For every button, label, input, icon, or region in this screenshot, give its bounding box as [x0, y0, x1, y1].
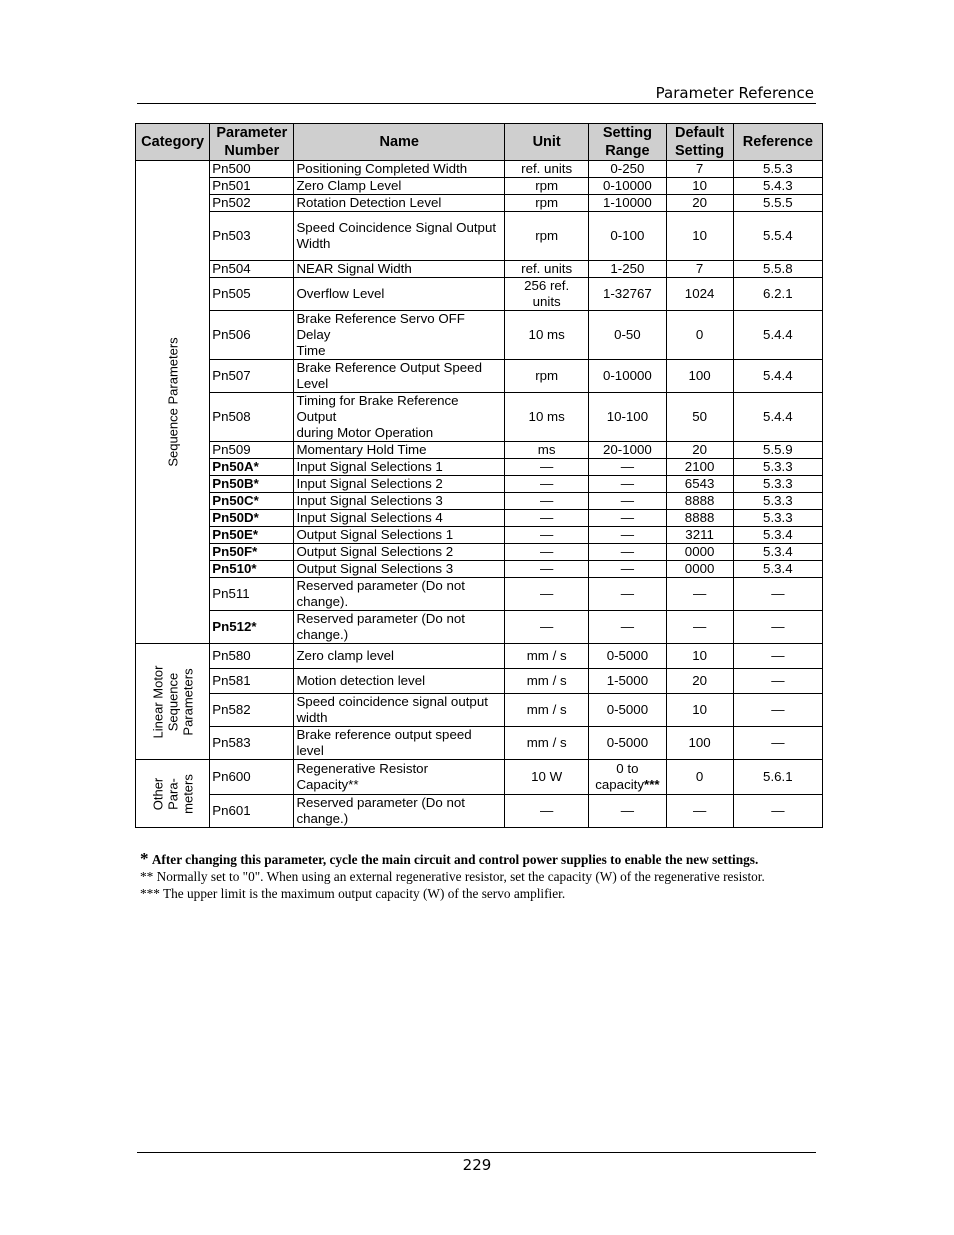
param-range-cell: — [589, 493, 666, 510]
param-range-cell: 0-5000 [589, 644, 666, 669]
footnote-2: ** Normally set to "0". When using an external regenerative resistor, set the capacity (W) of the regenerative resistor. [140, 869, 765, 884]
param-reference-cell: 5.3.4 [733, 527, 822, 544]
param-number-cell: Pn503 [210, 212, 294, 261]
table-row [136, 195, 823, 212]
param-name-cell: Reserved parameter (Do not change.) [294, 611, 505, 644]
param-default-cell: 0000 [666, 561, 733, 578]
param-reference-cell: — [733, 795, 822, 828]
table-row [136, 544, 823, 561]
param-reference-cell: 5.6.1 [733, 760, 822, 795]
param-range-cell: 0-250 [589, 161, 666, 178]
param-unit-cell: ref. units [505, 261, 589, 278]
param-number-cell: Pn50D* [210, 510, 294, 527]
param-name-cell: Brake Reference Output Speed Level [294, 360, 505, 393]
param-number-cell: Pn50B* [210, 476, 294, 493]
param-name-cell: Output Signal Selections 3 [294, 561, 505, 578]
footnote-1-mark: * [140, 849, 149, 868]
param-reference-cell: — [733, 727, 822, 760]
param-name-cell: Reserved parameter (Do not change). [294, 578, 505, 611]
param-name-cell: Brake reference output speed level [294, 727, 505, 760]
table-row [136, 161, 823, 178]
table-row [136, 760, 823, 795]
param-default-cell: 2100 [666, 459, 733, 476]
table-row [136, 360, 823, 393]
param-name-cell: Zero Clamp Level [294, 178, 505, 195]
param-reference-cell: — [733, 611, 822, 644]
param-name-cell: Input Signal Selections 3 [294, 493, 505, 510]
param-range-cell: 1-5000 [589, 669, 666, 694]
param-number-cell: Pn506 [210, 311, 294, 360]
param-reference-cell: 5.3.4 [733, 561, 822, 578]
param-reference-cell: 5.5.8 [733, 261, 822, 278]
table-row [136, 493, 823, 510]
param-range-cell: — [589, 795, 666, 828]
param-default-cell: 10 [666, 644, 733, 669]
param-default-cell: 20 [666, 442, 733, 459]
parameter-table [135, 123, 823, 828]
header-parameter-number: Parameter Number [210, 124, 294, 161]
table-row [136, 178, 823, 195]
header-unit: Unit [505, 124, 589, 161]
param-range-cell: 0-5000 [589, 694, 666, 727]
param-range-cell: 0-100 [589, 212, 666, 261]
param-range-cell: 10-100 [589, 393, 666, 442]
category-sequence-parameters [136, 161, 210, 644]
param-reference-cell: 5.3.3 [733, 510, 822, 527]
param-name-cell: NEAR Signal Width [294, 261, 505, 278]
table-row [136, 578, 823, 611]
category-label-line: Sequence [165, 672, 181, 731]
param-number-cell: Pn508 [210, 393, 294, 442]
param-name-cell: Positioning Completed Width [294, 161, 505, 178]
param-default-cell: 0 [666, 311, 733, 360]
param-unit-cell: — [505, 459, 589, 476]
table-row [136, 311, 823, 360]
param-range-cell: 1-10000 [589, 195, 666, 212]
param-name-cell: Input Signal Selections 1 [294, 459, 505, 476]
param-range-cell: 1-250 [589, 261, 666, 278]
param-range-cell: 20-1000 [589, 442, 666, 459]
param-reference-cell: 5.3.3 [733, 459, 822, 476]
param-range-cell: — [589, 561, 666, 578]
param-unit-cell: — [505, 795, 589, 828]
table-row [136, 795, 823, 828]
page-number: 229 [462, 1156, 492, 1174]
footnote-3: *** The upper limit is the maximum output capacity (W) of the servo amplifier. [140, 886, 566, 901]
table-row [136, 527, 823, 544]
header-rule [137, 103, 816, 104]
table-row [136, 459, 823, 476]
table-row [136, 694, 823, 727]
table-row [136, 669, 823, 694]
param-unit-cell: mm / s [505, 644, 589, 669]
param-default-cell: 7 [666, 161, 733, 178]
category-label-line: Parameters [180, 667, 196, 736]
param-number-cell: Pn580 [210, 644, 294, 669]
param-unit-cell: ref. units [505, 161, 589, 178]
param-range-cell: 0-10000 [589, 360, 666, 393]
param-name-cell: Speed coincidence signal output width [294, 694, 505, 727]
param-number-cell: Pn501 [210, 178, 294, 195]
param-default-cell: 6543 [666, 476, 733, 493]
param-number-cell: Pn581 [210, 669, 294, 694]
param-number-cell: Pn50E* [210, 527, 294, 544]
param-default-cell: 10 [666, 694, 733, 727]
param-default-cell: 20 [666, 669, 733, 694]
header-category: Category [136, 124, 210, 161]
footnotes [140, 850, 840, 902]
param-name-cell: Reserved parameter (Do not change.) [294, 795, 505, 828]
param-unit-cell: 10 W [505, 760, 589, 795]
table-row [136, 644, 823, 669]
param-reference-cell: — [733, 694, 822, 727]
param-reference-cell: 5.4.3 [733, 178, 822, 195]
param-default-cell: 0 [666, 760, 733, 795]
header-default-setting: Default Setting [666, 124, 733, 161]
param-name-cell: Overflow Level [294, 278, 505, 311]
param-reference-cell: 5.3.3 [733, 493, 822, 510]
param-unit-cell: — [505, 527, 589, 544]
param-range-cell: 1-32767 [589, 278, 666, 311]
param-range-cell: 0-50 [589, 311, 666, 360]
param-default-cell: 3211 [666, 527, 733, 544]
footer-rule [137, 1152, 816, 1153]
param-number-cell: Pn509 [210, 442, 294, 459]
param-number-cell: Pn505 [210, 278, 294, 311]
param-range-cell: — [589, 476, 666, 493]
param-unit-cell: ms [505, 442, 589, 459]
param-unit-cell: rpm [505, 212, 589, 261]
param-unit-cell: 256 ref. units [505, 278, 589, 311]
param-default-cell: 1024 [666, 278, 733, 311]
param-number-cell: Pn600 [210, 760, 294, 795]
param-range-cell: — [589, 544, 666, 561]
param-unit-cell: mm / s [505, 727, 589, 760]
param-unit-cell: mm / s [505, 669, 589, 694]
param-reference-cell: 5.4.4 [733, 393, 822, 442]
param-name-cell: Momentary Hold Time [294, 442, 505, 459]
param-number-cell: Pn511 [210, 578, 294, 611]
param-default-cell: — [666, 611, 733, 644]
param-default-cell: 10 [666, 212, 733, 261]
param-reference-cell: 6.2.1 [733, 278, 822, 311]
table-row [136, 261, 823, 278]
param-default-cell: 100 [666, 727, 733, 760]
param-range-cell: 0 to capacity*** [589, 760, 666, 795]
category-other-parameters [136, 760, 210, 828]
param-default-cell: — [666, 578, 733, 611]
param-default-cell: 8888 [666, 493, 733, 510]
category-label-line: Linear Motor [150, 665, 166, 738]
param-unit-cell: 10 ms [505, 311, 589, 360]
param-name-cell: Zero clamp level [294, 644, 505, 669]
param-reference-cell: 5.4.4 [733, 311, 822, 360]
param-unit-cell: rpm [505, 178, 589, 195]
category-linear-motor-sequence-parameters [136, 644, 210, 760]
param-reference-cell: — [733, 669, 822, 694]
param-unit-cell: — [505, 561, 589, 578]
table-row [136, 510, 823, 527]
param-unit-cell: — [505, 578, 589, 611]
category-label-line: Para- [165, 777, 181, 810]
param-number-cell: Pn582 [210, 694, 294, 727]
param-number-cell: Pn50C* [210, 493, 294, 510]
param-name-cell: Input Signal Selections 4 [294, 510, 505, 527]
param-range-cell: — [589, 510, 666, 527]
param-default-cell: 10 [666, 178, 733, 195]
param-name-cell: Regenerative Resistor Capacity** [294, 760, 505, 795]
param-number-cell: Pn601 [210, 795, 294, 828]
param-unit-cell: — [505, 476, 589, 493]
header-name: Name [294, 124, 505, 161]
param-default-cell: 7 [666, 261, 733, 278]
param-range-cell: — [589, 459, 666, 476]
table-row [136, 476, 823, 493]
category-label-line: Other [150, 777, 166, 810]
param-name-cell: Timing for Brake Reference Output during Motor Operation [294, 393, 505, 442]
param-name-cell: Rotation Detection Level [294, 195, 505, 212]
param-default-cell: 50 [666, 393, 733, 442]
param-default-cell: — [666, 795, 733, 828]
table-row [136, 727, 823, 760]
footnote-1-text: After changing this parameter, cycle the main circuit and control power supplies to enable the new settings. [151, 852, 759, 867]
page-header-title: Parameter Reference [655, 84, 814, 102]
param-default-cell: 20 [666, 195, 733, 212]
param-default-cell: 8888 [666, 510, 733, 527]
param-name-cell: Output Signal Selections 1 [294, 527, 505, 544]
param-unit-cell: — [505, 544, 589, 561]
table-body [136, 161, 823, 828]
param-number-cell: Pn510* [210, 561, 294, 578]
param-unit-cell: — [505, 611, 589, 644]
param-reference-cell: 5.5.3 [733, 161, 822, 178]
footnote-1 [140, 850, 840, 868]
param-number-cell: Pn502 [210, 195, 294, 212]
param-reference-cell: 5.4.4 [733, 360, 822, 393]
table-row [136, 212, 823, 261]
param-range-cell: 0-5000 [589, 727, 666, 760]
param-unit-cell: mm / s [505, 694, 589, 727]
param-number-cell: Pn583 [210, 727, 294, 760]
category-label-line: meters [180, 773, 196, 814]
param-unit-cell: 10 ms [505, 393, 589, 442]
param-number-cell: Pn507 [210, 360, 294, 393]
param-name-cell: Brake Reference Servo OFF Delay Time [294, 311, 505, 360]
header-reference: Reference [733, 124, 822, 161]
table-header-row [136, 124, 823, 161]
table-row [136, 611, 823, 644]
table-row [136, 561, 823, 578]
param-range-cell: — [589, 578, 666, 611]
category-label [150, 665, 195, 738]
param-unit-cell: rpm [505, 195, 589, 212]
param-reference-cell: 5.3.3 [733, 476, 822, 493]
param-name-cell: Speed Coincidence Signal Output Width [294, 212, 505, 261]
param-reference-cell: 5.5.5 [733, 195, 822, 212]
param-range-cell: 0-10000 [589, 178, 666, 195]
category-label: Sequence Parameters [165, 337, 181, 467]
param-name-cell: Output Signal Selections 2 [294, 544, 505, 561]
table-row [136, 442, 823, 459]
table-row [136, 278, 823, 311]
param-reference-cell: 5.3.4 [733, 544, 822, 561]
param-name-cell: Motion detection level [294, 669, 505, 694]
param-unit-cell: — [505, 493, 589, 510]
param-range-cell: — [589, 611, 666, 644]
param-number-cell: Pn50F* [210, 544, 294, 561]
param-unit-cell: rpm [505, 360, 589, 393]
header-setting-range: Setting Range [589, 124, 666, 161]
param-number-cell: Pn500 [210, 161, 294, 178]
param-number-cell: Pn50A* [210, 459, 294, 476]
param-unit-cell: — [505, 510, 589, 527]
param-number-cell: Pn504 [210, 261, 294, 278]
param-default-cell: 100 [666, 360, 733, 393]
param-reference-cell: — [733, 644, 822, 669]
param-default-cell: 0000 [666, 544, 733, 561]
param-number-cell: Pn512* [210, 611, 294, 644]
param-range-cell: — [589, 527, 666, 544]
param-name-cell: Input Signal Selections 2 [294, 476, 505, 493]
param-reference-cell: — [733, 578, 822, 611]
table-row [136, 393, 823, 442]
category-label [150, 774, 195, 814]
param-reference-cell: 5.5.9 [733, 442, 822, 459]
param-reference-cell: 5.5.4 [733, 212, 822, 261]
